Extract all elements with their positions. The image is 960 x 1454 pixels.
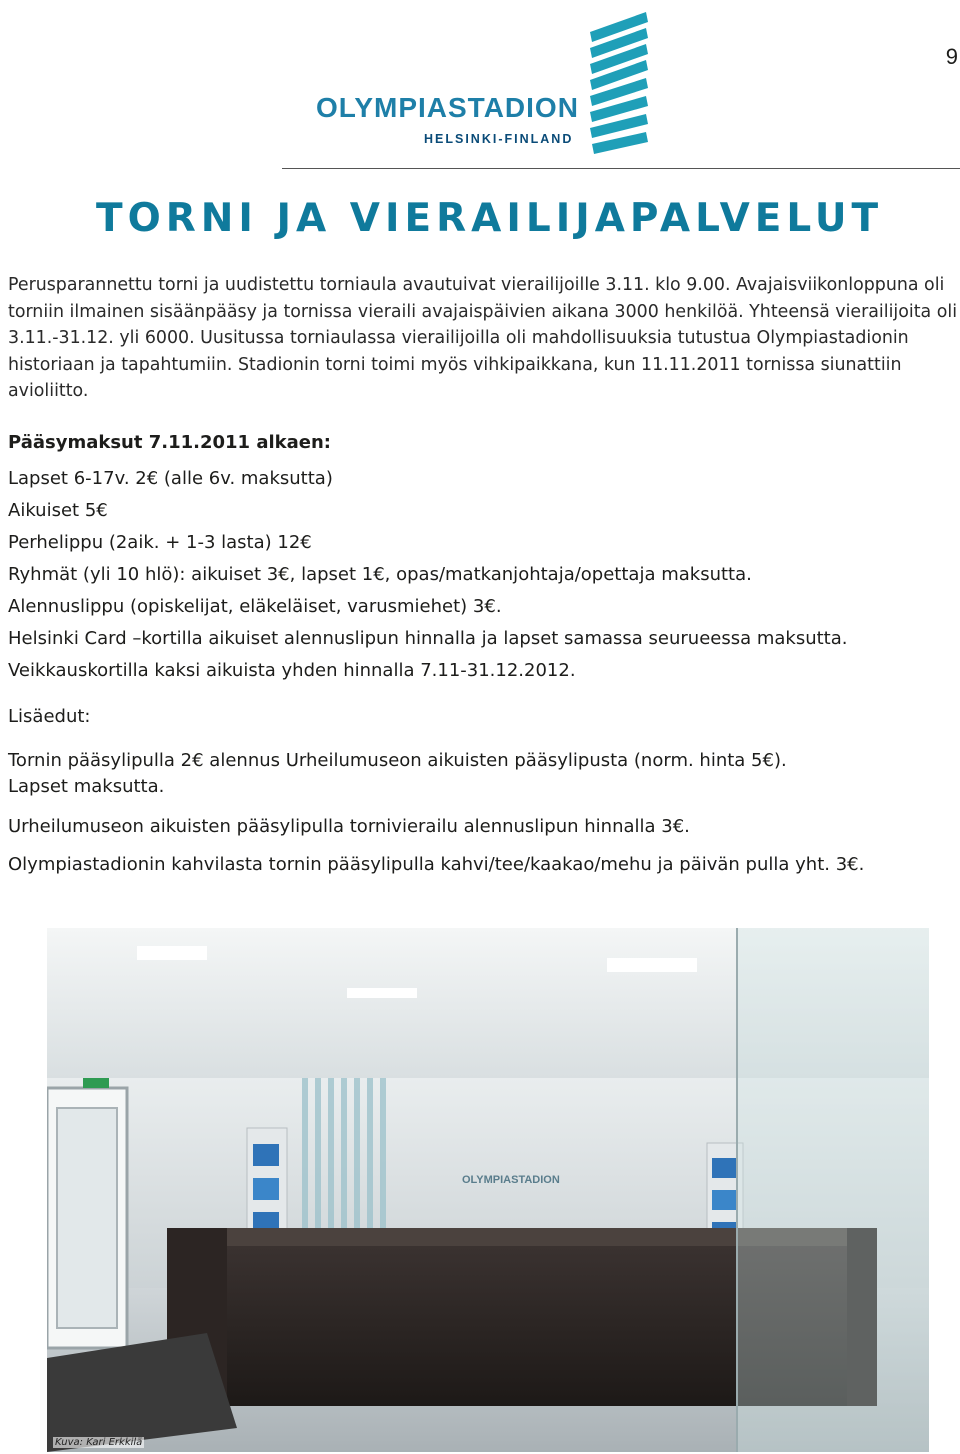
logo-mark-icon <box>586 8 652 158</box>
fee-line: Ryhmät (yli 10 hlö): aikuiset 3€, lapset 1€, opas/matkanjohtaja/opettaja maksutta. <box>8 563 752 585</box>
logo-subtitle: HELSINKI-FINLAND <box>424 132 574 146</box>
logo-wordmark: OLYMPIASTADION <box>316 92 579 123</box>
extra-line: Lapset maksutta. <box>8 775 165 797</box>
header-divider <box>282 168 960 169</box>
fee-list <box>8 467 958 683</box>
fee-line: Perhelippu (2aik. + 1-3 lasta) 12€ <box>8 531 312 553</box>
fees-heading: Pääsymaksut 7.11.2011 alkaen: <box>8 431 331 453</box>
intro-paragraph: Perusparannettu torni ja uudistettu torniaula avautuivat vierailijoille 3.11. klo 9.00. Avajaisviikonloppuna oli torniin ilmainen sisäänpääsy ja tornissa vieraili avajaispäivien aikana 3000 henkilöä. Yhteensä vierailijoita oli 3.11.-31.12. yli 6000. Uusitussa torniaulassa vierailijoilla oli mahdollisuuksia tutustua Olympiastadionin historiaan ja tapahtumiin. Stadionin torni toimi myös vihkipaikkana, kun 11.11.2011 tornissa siunattiin avioliitto. <box>8 275 958 401</box>
extra-line: Urheilumuseon aikuisten pääsylipulla tornivierailu alennuslipun hinnalla 3€. <box>8 815 690 837</box>
olympiastadion-logo <box>316 8 656 158</box>
fee-line: Aikuiset 5€ <box>8 499 108 521</box>
page-title: TORNI JA VIERAILIJAPALVELUT <box>96 196 884 241</box>
fee-line: Veikkauskortilla kaksi aikuista yhden hinnalla 7.11-31.12.2012. <box>8 659 576 681</box>
wall-logo: OLYMPIASTADION <box>462 1174 560 1186</box>
main-content <box>8 272 958 877</box>
fee-line: Helsinki Card –kortilla aikuiset alennuslipun hinnalla ja lapset samassa seurueessa maksutta. <box>8 627 848 649</box>
lobby-photo <box>47 928 929 1452</box>
extra-line: Olympiastadionin kahvilasta tornin pääsylipulla kahvi/tee/kaakao/mehu ja päivän pulla yht. 3€. <box>8 853 865 875</box>
extra-line: Tornin pääsylipulla 2€ alennus Urheilumuseon aikuisten pääsylipusta (norm. hinta 5€). <box>8 749 787 771</box>
photo-caption: Kuva: Kari Erkkilä <box>55 1437 143 1448</box>
lobby-illustration <box>47 928 929 1452</box>
fee-line: Lapset 6-17v. 2€ (alle 6v. maksutta) <box>8 467 333 489</box>
fee-line: Alennuslippu (opiskelijat, eläkeläiset, varusmiehet) 3€. <box>8 595 502 617</box>
page-number: 9 <box>945 44 958 69</box>
extras-heading: Lisäedut: <box>8 705 91 727</box>
